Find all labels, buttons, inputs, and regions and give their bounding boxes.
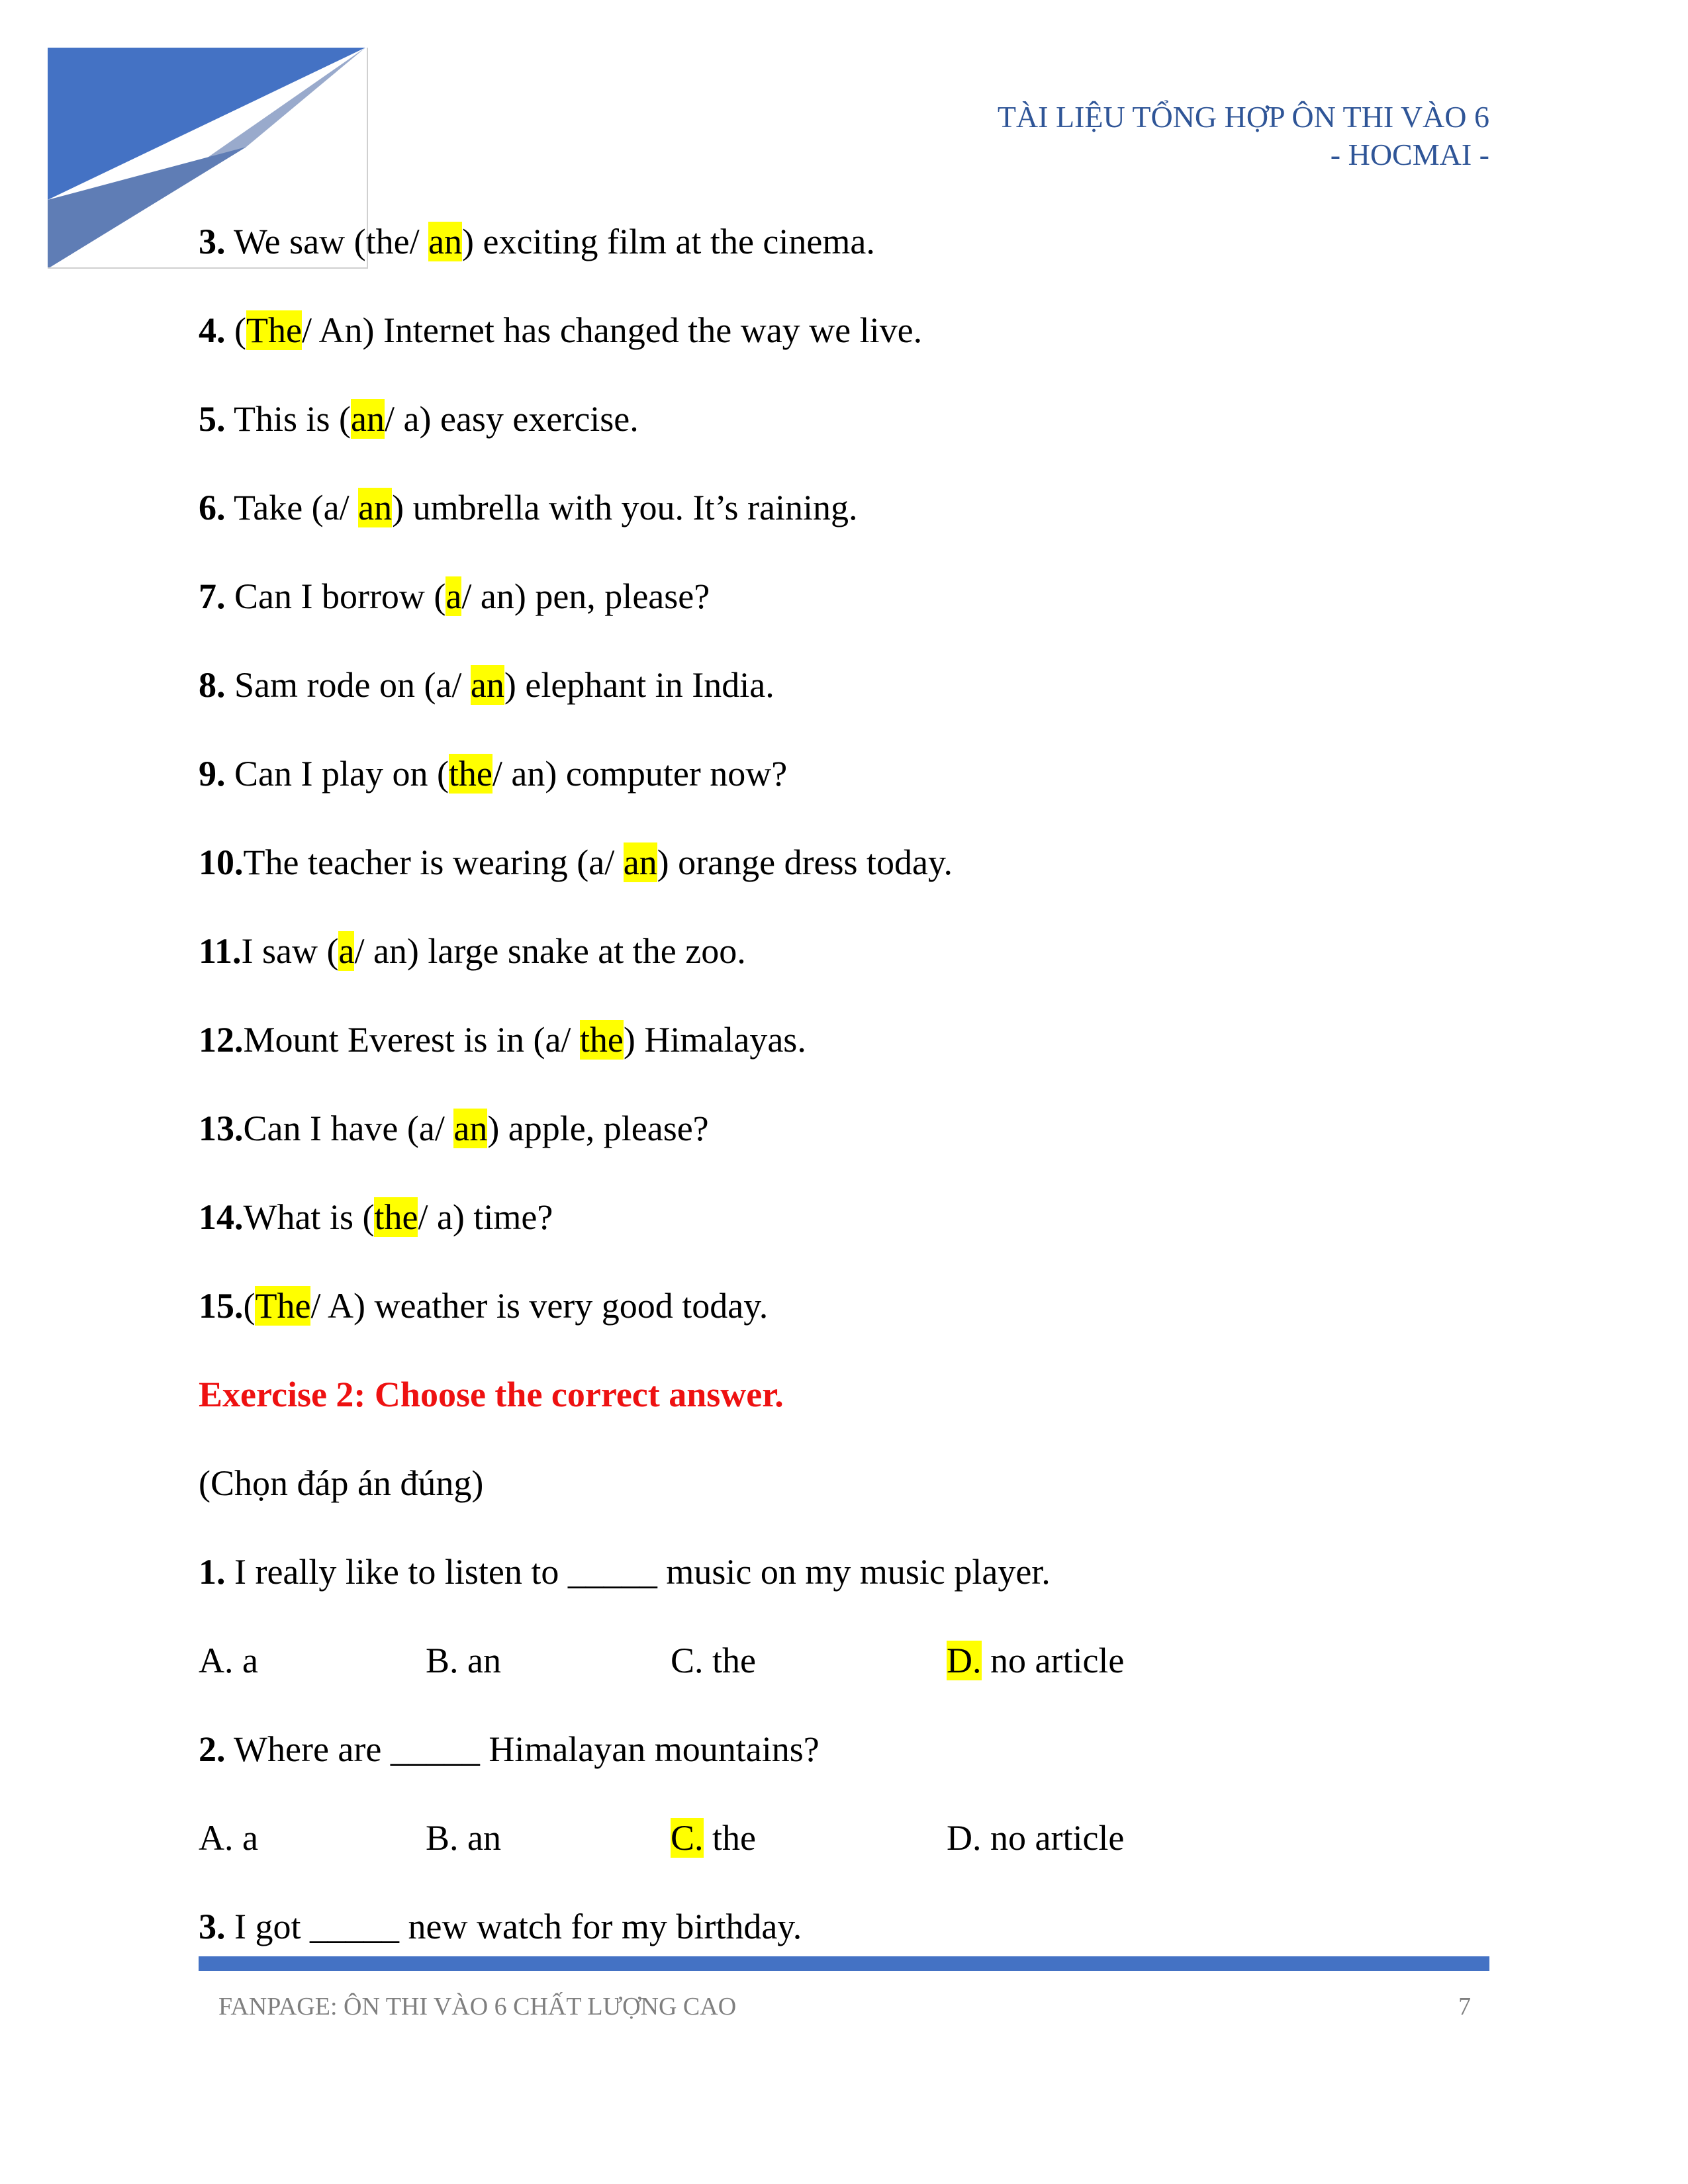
- exercise-item: 10.The teacher is wearing (a/ an) orange dress today.: [199, 842, 953, 882]
- exercise-item: 7. Can I borrow (a/ an) pen, please?: [199, 576, 710, 616]
- page-number: 7: [1458, 1993, 1471, 2021]
- exercise-item: 6. Take (a/ an) umbrella with you. It’s raining.: [199, 488, 858, 527]
- exercise-item: 15.(The/ A) weather is very good today.: [199, 1286, 769, 1326]
- option-d: D. no article: [947, 1641, 1125, 1680]
- answer-highlight: The: [255, 1286, 311, 1326]
- exercise-item: 8. Sam rode on (a/ an) elephant in India.: [199, 665, 774, 705]
- answer-highlight: an: [428, 222, 463, 261]
- answer-highlight: an: [453, 1109, 488, 1148]
- option-c: C. the: [671, 1641, 756, 1680]
- exercise-item: 5. This is (an/ a) easy exercise.: [199, 399, 639, 439]
- answer-highlight: an: [351, 399, 385, 439]
- answer-highlight: the: [374, 1197, 418, 1237]
- option-d: D. no article: [947, 1818, 1125, 1858]
- exercise-item: 12.Mount Everest is in (a/ the) Himalayas.: [199, 1020, 806, 1060]
- answer-highlight: D.: [947, 1641, 982, 1680]
- answer-highlight: an: [470, 665, 504, 705]
- option-a: A. a: [199, 1641, 258, 1680]
- exercise-item: 4. (The/ An) Internet has changed the way we live.: [199, 310, 923, 350]
- option-c: C. the: [671, 1818, 757, 1858]
- question-2: 2. Where are _____ Himalayan mountains?: [199, 1729, 820, 1769]
- exercise-item: 11.I saw (a/ an) large snake at the zoo.: [199, 931, 746, 971]
- answer-highlight: the: [579, 1020, 624, 1060]
- question-1-options: [199, 1637, 1456, 1684]
- question-2-options: [199, 1815, 1456, 1861]
- footer-divider-bar: [199, 1956, 1489, 1971]
- answer-highlight: an: [358, 488, 393, 527]
- option-b: B. an: [426, 1818, 501, 1858]
- option-a: A. a: [199, 1818, 258, 1858]
- answer-highlight: a: [445, 576, 462, 616]
- answer-highlight: C.: [671, 1818, 704, 1858]
- answer-highlight: the: [448, 754, 492, 794]
- answer-highlight: The: [246, 310, 302, 350]
- exercise-item: 9. Can I play on (the/ an) computer now?: [199, 754, 788, 794]
- exercise-2-title: Exercise 2: Choose the correct answer.: [199, 1375, 784, 1414]
- header-subtitle: - HOCMAI -: [1330, 138, 1489, 171]
- footer-fanpage: FANPAGE: ÔN THI VÀO 6 CHẤT LƯỢNG CAO: [218, 1993, 737, 2021]
- question-3: 3. I got _____ new watch for my birthday.: [199, 1907, 802, 1946]
- answer-highlight: an: [623, 842, 657, 882]
- exercise-item: 14.What is (the/ a) time?: [199, 1197, 553, 1237]
- header-title: TÀI LIỆU TỔNG HỢP ÔN THI VÀO 6: [997, 100, 1489, 134]
- exercise-item: 3. We saw (the/ an) exciting film at the cinema.: [199, 222, 875, 261]
- exercise-2-subtitle: (Chọn đáp án đúng): [199, 1463, 484, 1503]
- answer-highlight: a: [338, 931, 355, 971]
- question-1: 1. I really like to listen to _____ music on my music player.: [199, 1552, 1051, 1592]
- exercise-item: 13.Can I have (a/ an) apple, please?: [199, 1109, 709, 1148]
- option-b: B. an: [426, 1641, 501, 1680]
